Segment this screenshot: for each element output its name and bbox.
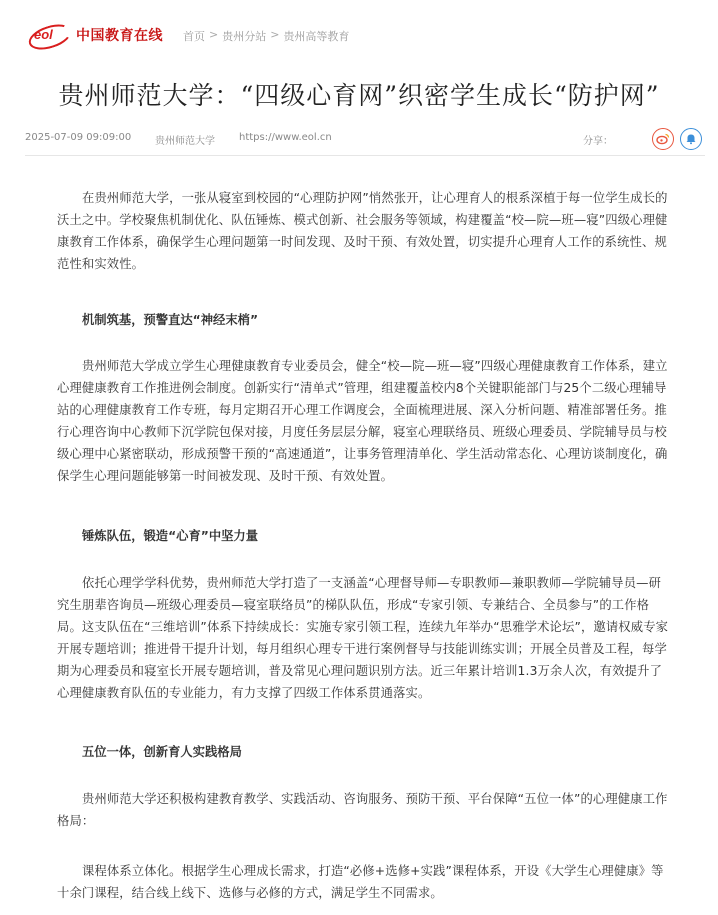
- top-bar: [0, 0, 718, 62]
- meta-divider: [25, 155, 705, 156]
- breadcrumb-higher-education[interactable]: 贵州高等教育: [283, 30, 350, 43]
- article-meta: [25, 132, 705, 148]
- breadcrumb-separator: >: [209, 28, 219, 41]
- breadcrumb-separator: >: [270, 28, 280, 41]
- paragraph-team: 依托心理学学科优势，贵州师范大学打造了一支涵盖“心理督导师—专职教师—兼职教师—学院辅导员—研究生朋辈咨询员—班级心理委员—寝室联络员”的梯队队伍，形成“专家引领、专兼结合、全员参与”的工作格局。这支队伍在“三维培训”体系下持续成长：实施专家引领工程，连续九年举办“思雅学术论坛”，邀请权威专家开展专题培训；推进骨干提升计划，每月组织心理专干进行案例督导与技能训练实训；开展全员普及工程，每学期为心理委员和寝室长开展专题培训，普及常见心理问题识别方法。近三年累计培训1.3万余人次，有效提升了心理健康教育队伍的专业能力，有力支撑了四级工作体系贯通落实。: [57, 576, 669, 700]
- paragraph-mechanism: 贵州师范大学成立学生心理健康教育专业委员会，健全“校—院—班—寝”四级心理健康教育工作体系，建立心理健康教育工作推进例会制度。创新实行“清单式”管理，组建覆盖校内8个关键职能部门与25个二级心理辅导站的心理健康教育工作专班，每月定期召开心理工作调度会，全面梳理进展、深入分析问题、精准部署任务。推行心理咨询中心教师下沉学院包保对接，月度任务层层分解，寝室心理联络员、班级心理委员、学院辅导员与校级心理中心紧密联动，形成预警干预的“高速通道”，让事务管理清单化、学生活动常态化、心理访谈制度化，确保学生心理问题能够第一时间被发现、及时干预、有效处置。: [57, 359, 668, 483]
- publish-date: 2025-07-09 09:09:00: [25, 132, 132, 143]
- breadcrumb: [183, 28, 349, 44]
- weibo-icon[interactable]: [652, 128, 674, 150]
- logo-text: 中国教育在线: [76, 28, 163, 44]
- share-label: 分享：: [583, 136, 613, 147]
- section-heading-team: 锤炼队伍，锻造“心育”中坚力量: [82, 529, 259, 543]
- wechat-icon[interactable]: [680, 128, 702, 150]
- breadcrumb-guizhou[interactable]: 贵州分站: [222, 30, 267, 43]
- site-logo[interactable]: [28, 23, 163, 47]
- section-heading-five-in-one: 五位一体，创新育人实践格局: [82, 745, 242, 759]
- source-url[interactable]: https://www.eol.cn: [239, 132, 332, 143]
- paragraph-curriculum: 课程体系立体化。根据学生心理成长需求，打造“必修+选修+实践”课程体系，开设《大学生心理健康》等十余门课程，结合线上线下、选修与必修的方式，满足学生不同需求。: [57, 864, 664, 900]
- paragraph-five-in-one: 贵州师范大学还积极构建教育教学、实践活动、咨询服务、预防干预、平台保障“五位一体”的心理健康工作格局：: [57, 792, 668, 828]
- paragraph-intro: 在贵州师范大学，一张从寝室到校园的“心理防护网”悄然张开，让心理育人的根系深植于每一位学生成长的沃土之中。学校聚焦机制优化、队伍锤炼、模式创新、社会服务等领域，构建覆盖“校—院—班—寝”四级心理健康教育工作体系，确保学生心理问题第一时间发现、及时干预、有效处置，切实提升心理育人工作的系统性、规范性和实效性。: [57, 191, 668, 271]
- eol-logo-mark: eol: [28, 24, 72, 46]
- article-source: 贵州师范大学: [155, 136, 215, 147]
- article-title: 贵州师范大学：“四级心育网”织密学生成长“防护网”: [58, 81, 660, 110]
- section-heading-mechanism: 机制筑基，预警直达“神经末梢”: [82, 313, 259, 327]
- breadcrumb-home[interactable]: 首页: [183, 30, 205, 43]
